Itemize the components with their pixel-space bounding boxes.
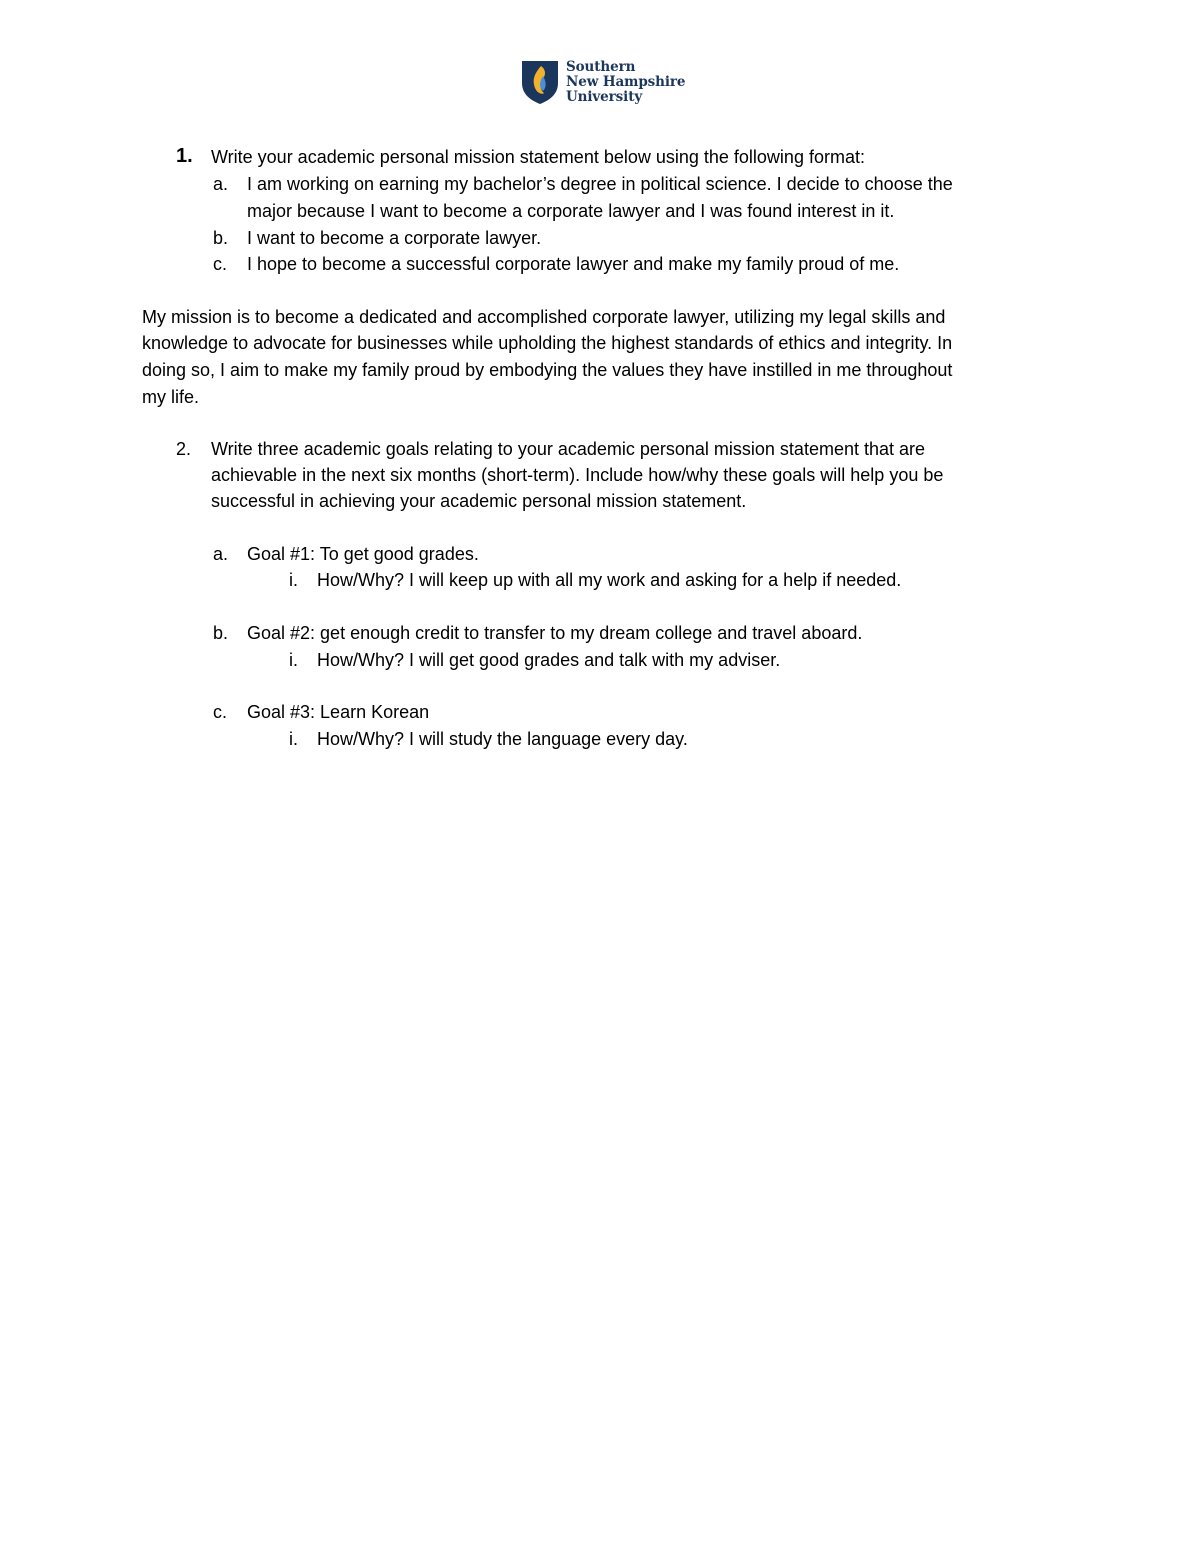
mission-line-3: doing so, I aim to make my family proud by embodying the values they have instilled in me throughout xyxy=(142,360,953,380)
goal-1-text: Goal #1: To get good grades. xyxy=(247,544,479,564)
section-1-number: 1. xyxy=(176,145,193,167)
item-b-marker: b. xyxy=(213,228,229,248)
goal-3-marker: c. xyxy=(213,702,228,722)
logo-line-university: University xyxy=(566,89,643,105)
item-a-marker: a. xyxy=(213,174,229,194)
item-c-marker: c. xyxy=(213,254,228,274)
item-b-line: I want to become a corporate lawyer. xyxy=(247,228,542,248)
section-2-prompt-line-1: Write three academic goals relating to your academic personal mission statement that are xyxy=(211,439,926,459)
section-1-prompt: Write your academic personal mission statement below using the following format: xyxy=(211,147,865,167)
goal-3-text: Goal #3: Learn Korean xyxy=(247,702,430,722)
goal-3-sub-marker: i. xyxy=(289,729,298,749)
section-2-number: 2. xyxy=(176,439,192,459)
mission-line-1: My mission is to become a dedicated and accomplished corporate lawyer, utilizing my legal skills and xyxy=(142,307,946,327)
mission-line-2: knowledge to advocate for businesses while upholding the highest standards of ethics and integrity. In xyxy=(142,333,953,353)
item-a-line-2: major because I want to become a corporate lawyer and I was found interest in it. xyxy=(247,201,895,221)
section-2-prompt-line-2: achievable in the next six months (short-term). Include how/why these goals will help you be xyxy=(211,465,944,485)
goal-1-how-why: How/Why? I will keep up with all my work and asking for a help if needed. xyxy=(317,570,902,590)
goal-2-text: Goal #2: get enough credit to transfer to my dream college and travel aboard. xyxy=(247,623,863,643)
item-c-line: I hope to become a successful corporate lawyer and make my family proud of me. xyxy=(247,254,900,274)
goal-2-sub-marker: i. xyxy=(289,650,298,670)
logo-line-southern: Southern xyxy=(566,59,636,75)
logo-line-new-hampshire: New Hampshire xyxy=(566,74,686,90)
goal-3-how-why: How/Why? I will study the language every day. xyxy=(317,729,688,749)
university-name xyxy=(566,60,685,105)
goal-2-marker: b. xyxy=(213,623,229,643)
goal-1-sub-marker: i. xyxy=(289,570,298,590)
goal-2-how-why: How/Why? I will get good grades and talk with my adviser. xyxy=(317,650,781,670)
goal-1-marker: a. xyxy=(213,544,229,564)
university-logo xyxy=(520,59,686,107)
shield-flame-icon xyxy=(520,59,560,105)
section-2-prompt-line-3: successful in achieving your academic personal mission statement. xyxy=(211,491,747,511)
mission-line-4: my life. xyxy=(142,387,200,407)
item-a-line-1: I am working on earning my bachelor’s degree in political science. I decide to choose the xyxy=(247,174,953,194)
